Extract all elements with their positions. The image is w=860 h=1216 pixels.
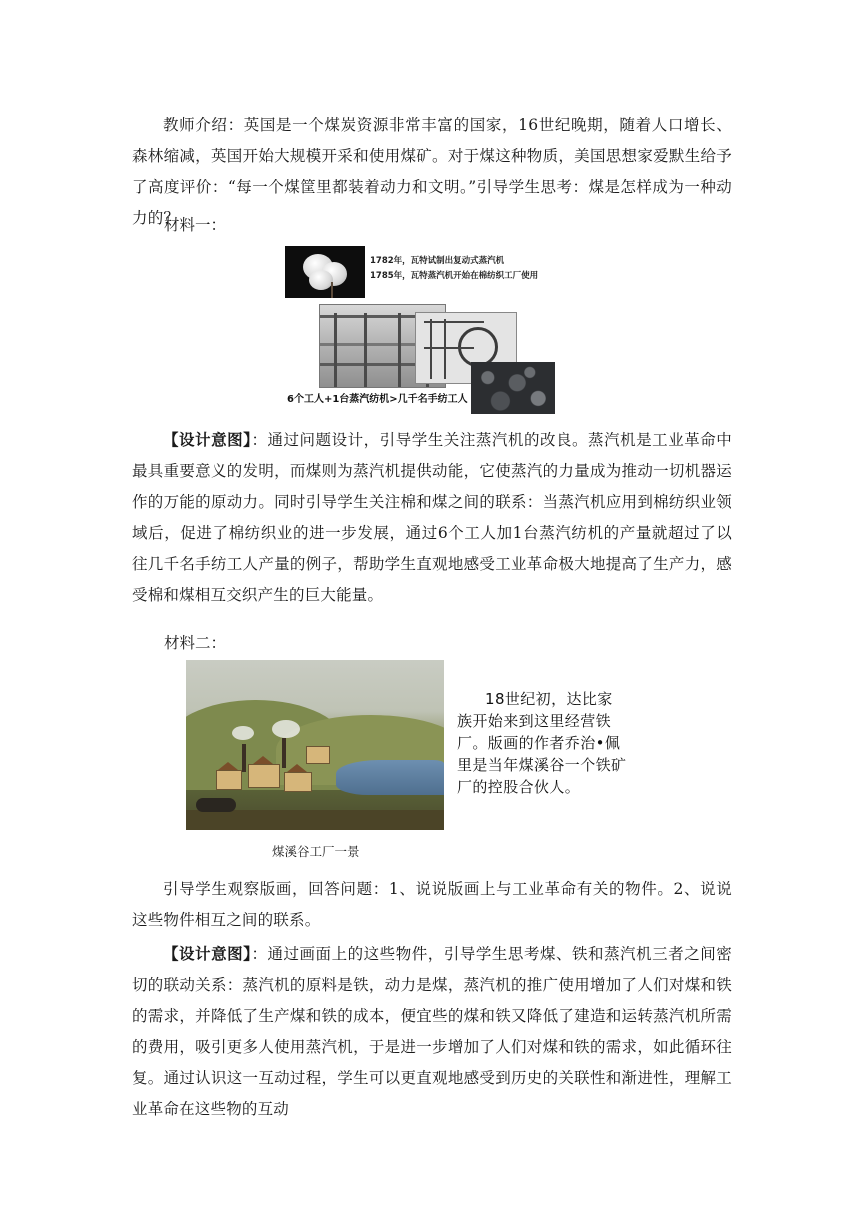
figure-steam-engine-cotton [285,246,555,414]
design-intent-text: ：通过问题设计，引导学生关注蒸汽机的改良。蒸汽机是工业革命中最具重要意义的发明，而煤则为蒸汽机提供动能，它使蒸汽的力量成为推动一切机器运作的万能的原动力。同时引导学生关注棉和煤之间的联系：当蒸汽机应用到棉纺织业领域后，促进了棉纺织业的进一步发展，通过6个工人加1台蒸汽纺机的产量就超过了以往几千名手纺工人产量的例子，帮助学生直观地感受工业革命极大地提高了生产力，感受棉和煤相互交织产生的巨大能量。 [132,431,732,604]
design-intent-paragraph-2 [132,938,732,1125]
coal-image [471,362,555,414]
cotton-image [285,246,365,298]
coalbrookdale-engraving [186,660,444,830]
design-intent-text-2: ：通过画面上的这些物件，引导学生思考煤、铁和蒸汽机三者之间密切的联动关系：蒸汽机的原料是铁，动力是煤，蒸汽机的推广使用增加了人们对煤和铁的需求，并降低了生产煤和铁的成本，便宜些的煤和铁又降低了建造和运转蒸汽机所需的费用，吸引更多人使用蒸汽机，于是进一步增加了人们对煤和铁的需求，如此循环往复。通过认识这一互动过程，学生可以更直观地感受到历史的关联性和渐进性，理解工业革命在这些物的互动 [132,945,732,1118]
design-intent-label-2: 【设计意图】 [163,944,252,963]
material-one-label: 材料一： [164,216,227,234]
engraving-side-text: 18世纪初，达比家族开始来到这里经营铁厂。版画的作者乔治•佩里是当年煤溪谷一个铁矿厂的控股合伙人。 [457,690,627,796]
design-intent-paragraph-1 [132,424,732,611]
intro-paragraph: 教师介绍：英国是一个煤炭资源非常丰富的国家，16世纪晚期，随着人口增长、森林缩减，英国开始大规模开采和使用煤矿。对于煤这种物质，美国思想家爱默生给予了高度评价：“每一个煤筐里都装着动力和文明。”引导学生思考：煤是怎样成为一种动力的？ [132,116,732,227]
guide-paragraph: 引导学生观察版画，回答问题：1、说说版画上与工业革命有关的物件。2、说说这些物件相互之间的联系。 [132,880,732,929]
material-two-label: 材料二： [164,634,227,652]
design-intent-label: 【设计意图】 [163,430,252,449]
figure1-caption-line2: 1785年，瓦特蒸汽机开始在棉纺织工厂使用 [370,271,539,281]
figure1-caption-bottom: 6个工人+1台蒸汽纺机>几千名手纺工人 [287,394,468,405]
engraving-title: 煤溪谷工厂一景 [272,844,360,859]
figure1-caption-line1: 1782年，瓦特试制出复动式蒸汽机 [370,256,505,266]
river [336,760,444,795]
